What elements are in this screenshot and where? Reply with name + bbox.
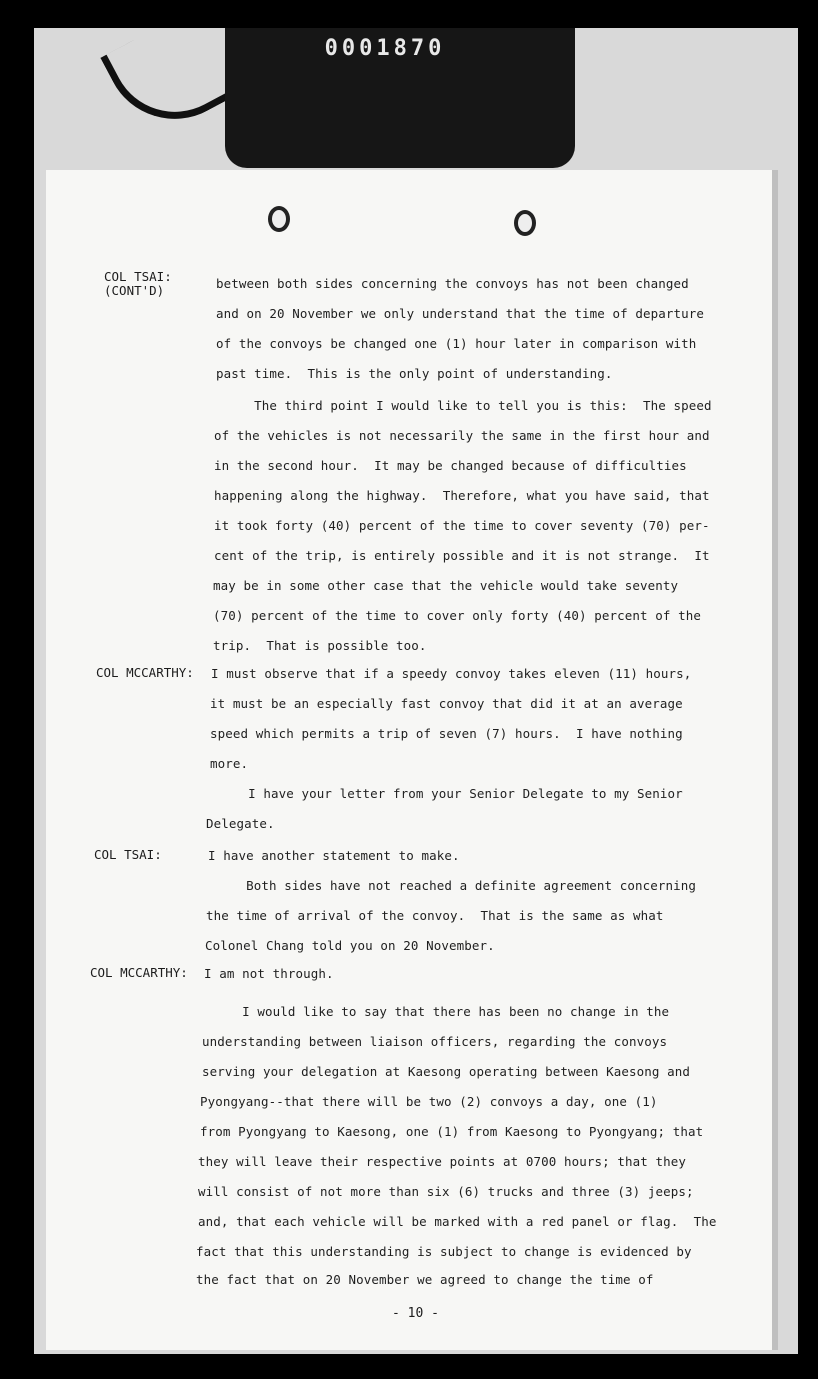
transcript-line: may be in some other case that the vehicle would take seventy <box>213 578 679 593</box>
transcript-line: (70) percent of the time to cover only forty (40) percent of the <box>213 608 702 623</box>
transcript-line: of the convoys be changed one (1) hour later in comparison with <box>216 336 697 351</box>
transcript-line: Colonel Chang told you on 20 November. <box>205 938 495 953</box>
transcript-line: I have another statement to make. <box>208 848 460 863</box>
speaker-label: COL MCCARTHY: <box>90 965 188 980</box>
transcript-line: from Pyongyang to Kaesong, one (1) from Kaesong to Pyongyang; that <box>200 1124 704 1139</box>
speaker-label: COL MCCARTHY: <box>96 665 194 680</box>
transcript-line: understanding between liaison officers, regarding the convoys <box>202 1034 668 1049</box>
transcript-line: past time. This is the only point of understanding. <box>216 366 613 381</box>
transcript-line: I have your letter from your Senior Delegate to my Senior <box>210 786 683 801</box>
transcript-line: it must be an especially fast convoy that did it at an average <box>210 696 683 711</box>
transcript-line: I would like to say that there has been no change in the <box>204 1004 670 1019</box>
transcript-line: of the vehicles is not necessarily the same in the first hour and <box>214 428 710 443</box>
transcript-line: in the second hour. It may be changed because of difficulties <box>214 458 687 473</box>
transcript-line: Pyongyang--that there will be two (2) convoys a day, one (1) <box>200 1094 658 1109</box>
transcript-line: Delegate. <box>206 816 275 831</box>
transcript-line: the fact that on 20 November we agreed to change the time of <box>196 1272 654 1287</box>
transcript-line: between both sides concerning the convoys has not been changed <box>216 276 689 291</box>
transcript-line: fact that this understanding is subject to change is evidenced by <box>196 1244 692 1259</box>
transcript-line: the time of arrival of the convoy. That is the same as what <box>206 908 664 923</box>
transcript-line: serving your delegation at Kaesong operating between Kaesong and <box>202 1064 691 1079</box>
transcript-line: cent of the trip, is entirely possible and it is not strange. It <box>214 548 710 563</box>
transcript-line: more. <box>210 756 249 771</box>
transcript-line: happening along the highway. Therefore, what you have said, that <box>214 488 710 503</box>
document-stamp-number: 0001870 <box>324 36 446 61</box>
transcript-line: and, that each vehicle will be marked with a red panel or flag. The <box>198 1214 717 1229</box>
transcript-line: The third point I would like to tell you is this: The speed <box>216 398 712 413</box>
transcript-line: and on 20 November we only understand that the time of departure <box>216 306 705 321</box>
transcript-line: trip. That is possible too. <box>213 638 427 653</box>
transcript-line: I am not through. <box>204 966 334 981</box>
transcript-line: speed which permits a trip of seven (7) hours. I have nothing <box>210 726 683 741</box>
speaker-label: COL TSAI: (CONT'D) <box>104 269 172 298</box>
transcript-line: Both sides have not reached a definite agreement concerning <box>208 878 697 893</box>
transcript-line: they will leave their respective points at 0700 hours; that they <box>198 1154 687 1169</box>
speaker-label: COL TSAI: <box>94 847 162 862</box>
page-number: - 10 - <box>392 1306 439 1321</box>
punch-hole-left <box>268 206 290 232</box>
transcript-line: I must observe that if a speedy convoy takes eleven (11) hours, <box>211 666 692 681</box>
transcript-line: it took forty (40) percent of the time to cover seventy (70) per- <box>214 518 710 533</box>
transcript-line: will consist of not more than six (6) trucks and three (3) jeeps; <box>198 1184 694 1199</box>
punch-hole-right <box>514 210 536 236</box>
